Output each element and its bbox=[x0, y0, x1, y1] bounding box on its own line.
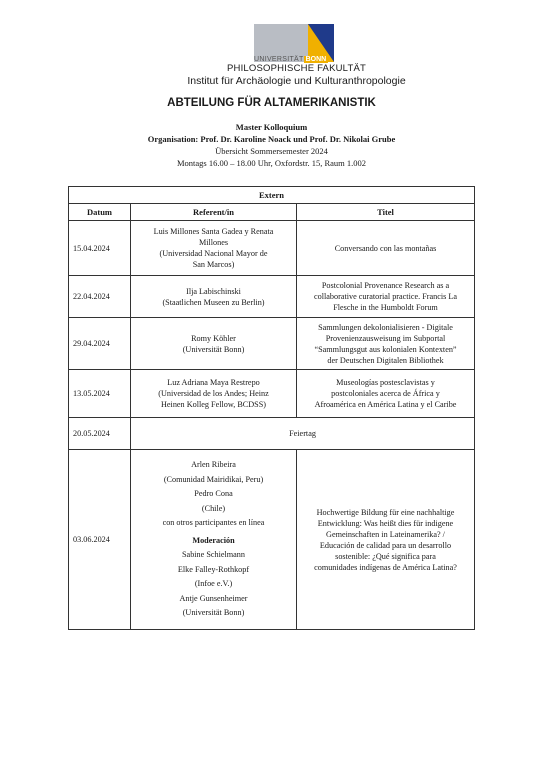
speaker-cell bbox=[131, 276, 297, 318]
title-line: Conversando con las montañas bbox=[334, 243, 437, 253]
title-line: Entwicklung: Was heißt dies für indigene bbox=[317, 518, 454, 528]
title-cell bbox=[297, 318, 475, 370]
speaker-line: (Universität Bonn) bbox=[182, 344, 245, 354]
speaker-line: Ilja Labischinski bbox=[186, 286, 241, 296]
date-cell: 22.04.2024 bbox=[69, 276, 131, 318]
date-cell: 20.05.2024 bbox=[69, 418, 131, 450]
speaker-line: (Staatlichen Museen zu Berlin) bbox=[162, 297, 265, 307]
title-line: collaborative curatorial practice. Francis La bbox=[314, 292, 457, 301]
organisation-line: Organisation: Prof. Dr. Karoline Noack und Prof. Dr. Nikolai Grube bbox=[147, 134, 396, 144]
moderator-line: (Universität Bonn) bbox=[182, 608, 245, 618]
institute-name: Institut für Archäologie und Kulturanthropologie bbox=[187, 75, 406, 87]
university-word: UNIVERSITÄT bbox=[254, 56, 304, 63]
column-header-title: Titel bbox=[297, 204, 475, 221]
title-line: postcoloniales acerca de África y bbox=[331, 389, 440, 398]
section-header: Extern bbox=[69, 187, 475, 204]
speaker-line: Millones bbox=[198, 238, 229, 247]
speaker-line: (Comunidad Mairidikai, Peru) bbox=[163, 474, 264, 484]
title-cell bbox=[297, 450, 475, 630]
speaker-cell bbox=[131, 450, 297, 630]
title-cell bbox=[297, 221, 475, 276]
title-line: “Sammlungsgut aus kolonialen Kontexten” bbox=[314, 344, 457, 354]
speaker-line: Arlen Ribeira bbox=[191, 460, 236, 470]
department-name: ABTEILUNG FÜR ALTAMERIKANISTIK bbox=[167, 97, 376, 109]
speaker-line: Luz Adriana Maya Restrepo bbox=[167, 378, 260, 387]
title-line: Sammlungen dekolonialisieren - Digitale bbox=[318, 322, 453, 332]
title-line: Postcolonial Provenance Research as a bbox=[321, 281, 450, 290]
column-header-row bbox=[69, 204, 475, 221]
speaker-line: Heinen Kolleg Fellow, BCDSS) bbox=[161, 400, 266, 409]
date-cell: 13.05.2024 bbox=[69, 370, 131, 418]
title-line: Educación de calidad para un desarrollo bbox=[319, 540, 452, 550]
speaker-cell bbox=[131, 370, 297, 418]
speaker-line: San Marcos) bbox=[192, 260, 235, 269]
title-line: Museologías postesclavistas y bbox=[336, 378, 435, 387]
speaker-line: Romy Köhler bbox=[191, 333, 236, 343]
table-row bbox=[69, 418, 475, 450]
speaker-line: con otros participantes en línea bbox=[162, 518, 265, 528]
title-line: sostenible: ¿Qué significa para bbox=[335, 551, 436, 561]
semester-line: Übersicht Sommersemester 2024 bbox=[215, 146, 328, 156]
title-cell bbox=[297, 370, 475, 418]
title-line: comunidades indígenas de América Latina? bbox=[314, 562, 457, 572]
title-cell bbox=[297, 276, 475, 318]
moderator-line: Sabine Schielmann bbox=[182, 550, 245, 560]
speaker-cell bbox=[131, 221, 297, 276]
table-row bbox=[69, 221, 475, 276]
date-cell: 03.06.2024 bbox=[69, 450, 131, 630]
moderator-line: Elke Falley-Rothkopf bbox=[177, 564, 250, 574]
column-header-speaker: Referent/in bbox=[131, 204, 297, 221]
title-line: Provenienzausweisung im Subportal bbox=[325, 333, 446, 343]
table-row bbox=[69, 370, 475, 418]
title-line: Afroamérica en América Latina y el Caribe bbox=[314, 400, 457, 409]
speaker-line: (Chile) bbox=[201, 503, 226, 513]
colloquium-title: Master Kolloquium bbox=[235, 122, 308, 132]
table-row bbox=[69, 318, 475, 370]
title-line: der Deutschen Digitalen Bibliothek bbox=[327, 355, 444, 365]
speaker-line: Luis Millones Santa Gadea y Renata bbox=[153, 227, 274, 236]
table-row bbox=[69, 450, 475, 630]
moderator-line: Antje Gunsenheimer bbox=[179, 593, 248, 603]
table-row bbox=[69, 276, 475, 318]
date-cell: 15.04.2024 bbox=[69, 221, 131, 276]
section-row bbox=[69, 187, 475, 204]
time-place-line: Montags 16.00 – 18.00 Uhr, Oxfordstr. 15, Raum 1.002 bbox=[176, 158, 366, 168]
speaker-line: (Universidad Nacional Mayor de bbox=[159, 249, 268, 258]
column-header-date: Datum bbox=[69, 204, 131, 221]
faculty-name: PHILOSOPHISCHE FAKULTÄT bbox=[226, 63, 367, 74]
holiday-cell: Feiertag bbox=[131, 418, 475, 450]
university-city: BONN bbox=[305, 56, 327, 63]
title-line: Gemeinschaften in Lateinamerika? / bbox=[326, 529, 445, 539]
moderation-heading: Moderación bbox=[192, 535, 235, 545]
date-cell: 29.04.2024 bbox=[69, 318, 131, 370]
speaker-cell bbox=[131, 318, 297, 370]
speaker-line: Pedro Cona bbox=[194, 489, 233, 499]
title-line: Flesche in the Humboldt Forum bbox=[333, 303, 438, 312]
title-line: Hochwertige Bildung für eine nachhaltige bbox=[316, 507, 455, 517]
moderator-line: (Infoe e.V.) bbox=[194, 579, 233, 589]
speaker-line: (Universidad de los Andes; Heinz bbox=[158, 389, 269, 398]
schedule-table bbox=[68, 186, 475, 630]
